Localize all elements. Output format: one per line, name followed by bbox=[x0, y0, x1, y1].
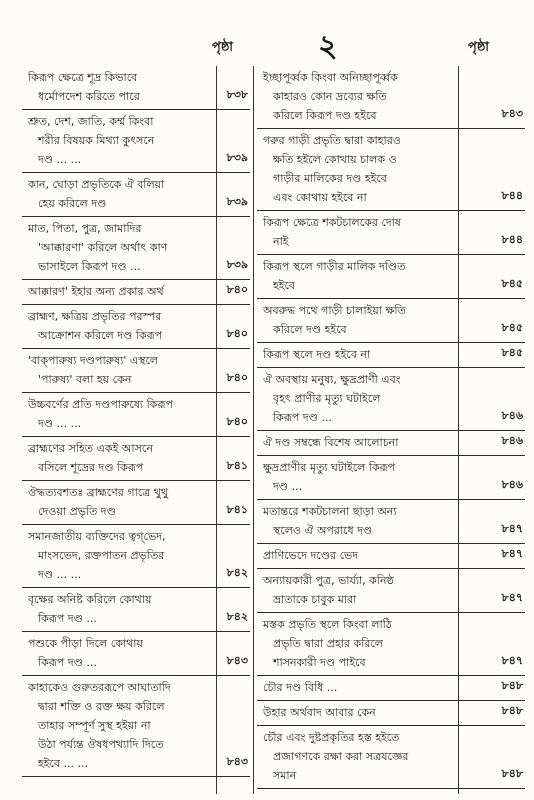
entry-page-number: ৮৪২ bbox=[226, 566, 248, 579]
entry-text-line: কিরূপ ক্ষেত্রে শূদ্র কিভাবে bbox=[28, 71, 138, 84]
entry-page-number: ৮৪৪ bbox=[501, 233, 523, 246]
entry-text-line: শ্রুত, দেশ, জাতি, কর্ম্ম কিংবা bbox=[28, 115, 154, 128]
index-entry bbox=[257, 129, 525, 211]
entry-page-number: ৮৪৩ bbox=[226, 654, 248, 667]
index-column-right bbox=[257, 66, 525, 789]
index-entry bbox=[22, 481, 250, 525]
entry-text-line: দণ্ড ... ... bbox=[38, 568, 82, 581]
index-entry bbox=[22, 110, 250, 173]
entry-page-number: ৮৪১ bbox=[226, 459, 248, 472]
index-entry bbox=[22, 305, 250, 349]
entry-text-line: বৃহৎ প্রাণীর মৃত্যু ঘটাইলে bbox=[273, 392, 381, 405]
entry-text-line: গাড়ীর মালিকের দণ্ড হইবে bbox=[273, 172, 387, 185]
entry-text-line: এবং কোথায় হইবে না bbox=[273, 191, 367, 204]
entry-text-line: কিরূপ স্থলে গাড়ীর মালিক দণ্ডিত bbox=[263, 260, 406, 273]
entry-text-line: নাই bbox=[273, 235, 289, 248]
entry-page-number: ৮৩৮ bbox=[226, 88, 248, 101]
index-entry bbox=[257, 343, 525, 368]
entry-text-line: ভাসাইলে কিরূপ দণ্ড ... bbox=[38, 260, 141, 273]
entry-text-line: 'আক্কারণা' করিলে অর্থাৎ কাণ bbox=[38, 241, 168, 254]
entry-text-line: কিরূপ দণ্ড ... bbox=[273, 411, 332, 424]
entry-text-line: ক্ষতি হইলে কোথায় চালক ও bbox=[273, 153, 397, 166]
entry-text-line: স্থলেও ঐ অপরাধে দণ্ড bbox=[273, 524, 373, 537]
entry-page-number: ৮৪৭ bbox=[501, 654, 523, 667]
entry-page-number: ৮৪৪ bbox=[501, 189, 523, 202]
entry-page-number: ৮৪৩ bbox=[226, 755, 248, 768]
entry-page-number: ৮৪৮ bbox=[501, 679, 523, 692]
entry-page-number: ৮৪০ bbox=[226, 283, 248, 296]
index-entry bbox=[257, 299, 525, 343]
index-entry bbox=[257, 66, 525, 129]
entry-text-line: ইচ্ছাপূর্ব্বক কিংবা অনিচ্ছাপূর্ব্বক bbox=[263, 71, 398, 84]
entry-text-line: সমানজাতীয় ব্যক্তিদের ত্বগ্‌ভেদ, bbox=[28, 530, 166, 543]
entry-page-number: ৮৪০ bbox=[226, 327, 248, 340]
entry-text-line: দেওয়া প্রভৃতি দণ্ড bbox=[38, 505, 116, 518]
index-entry bbox=[22, 280, 250, 305]
entry-text-line: ধর্মোপদেশ করিতে পারে bbox=[38, 90, 140, 103]
index-entry bbox=[22, 217, 250, 280]
entry-text-line: সমান bbox=[273, 769, 297, 782]
entry-page-number: ৮৩৯ bbox=[226, 151, 248, 164]
index-entry bbox=[257, 676, 525, 701]
entry-text-line: ব্রাহ্মণের সহিত একই আসনে bbox=[28, 442, 153, 455]
entry-page-number: ৮৪৭ bbox=[501, 547, 523, 560]
index-entry bbox=[257, 255, 525, 299]
index-entry bbox=[22, 676, 250, 777]
entry-text-line: মাংসভেদ, রক্তপাতন প্রভৃতির bbox=[38, 549, 165, 562]
entry-text-line: দণ্ড ... ... bbox=[38, 417, 82, 430]
entry-text-line: অন্যায়কারী পুত্র, ভার্য্যা, কনিষ্ঠ bbox=[263, 574, 394, 587]
index-entry bbox=[257, 726, 525, 789]
index-column-left bbox=[22, 66, 250, 777]
entry-page-number: ৮৪৭ bbox=[501, 591, 523, 604]
entry-text-line: আক্কারণ' ইহার অন্য প্রকার অর্থ bbox=[28, 285, 164, 298]
entry-text-line: শাসনকারী দণ্ড পাইবে bbox=[273, 656, 366, 669]
index-entry bbox=[22, 588, 250, 632]
entry-text-line: 'বাক্‌পারুষ্য দণ্ডপারুষ্য' এস্থলে bbox=[28, 354, 159, 367]
index-entry bbox=[257, 456, 525, 500]
index-entry bbox=[257, 500, 525, 544]
entry-text-line: প্রভৃতি দ্বারা প্রহার করিলে bbox=[273, 637, 384, 650]
entry-text-line: কিরূপ দণ্ড ... bbox=[38, 612, 97, 625]
entry-page-number: ৮৪৬ bbox=[501, 434, 523, 447]
index-entry bbox=[257, 701, 525, 726]
index-entry bbox=[22, 632, 250, 676]
entry-page-number: ৮৪৮ bbox=[501, 767, 523, 780]
entry-text-line: তাহার সম্পূর্ণ সুস্থ হইয়া না bbox=[38, 719, 151, 732]
entry-page-number: ৮৪২ bbox=[226, 610, 248, 623]
index-entry bbox=[257, 368, 525, 431]
entry-text-line: বৃক্ষের অনিষ্ট করিলে কোথায় bbox=[28, 593, 152, 606]
entry-text-line: করিলে কিরূপ দণ্ড হইবে bbox=[273, 109, 377, 122]
entry-text-line: হইবে ... ... bbox=[38, 757, 89, 770]
entry-page-number: ৮৪০ bbox=[226, 415, 248, 428]
entry-text-line: অবরুদ্ধ পথে গাড়ী চালাইয়া ক্ষতি bbox=[263, 304, 406, 317]
entry-text-line: করিলে দণ্ড হইবে bbox=[273, 323, 347, 336]
entry-page-number: ৮৪৫ bbox=[501, 277, 523, 290]
entry-page-number: ৮৩৯ bbox=[226, 258, 248, 271]
entry-text-line: চৌর দণ্ড বিধি ... bbox=[263, 681, 338, 694]
entry-text-line: উচ্চবর্ণের প্রতি দণ্ডপারুষ্যে কিরূপ bbox=[28, 398, 173, 411]
entry-text-line: কিরূপ দণ্ড ... bbox=[38, 656, 97, 669]
entry-text-line: প্রজাগণকে রক্ষা করা সত্রযজ্ঞের bbox=[273, 750, 409, 763]
entry-text-line: প্রাণিভেদে দণ্ডের ভেদ bbox=[263, 549, 359, 562]
entry-text-line: কিরূপ স্থলে দণ্ড হইবে না bbox=[263, 348, 371, 361]
entry-text-line: দণ্ড ... bbox=[273, 480, 303, 493]
index-entry bbox=[22, 437, 250, 481]
entry-text-line: ভ্রাতাকে চাবুক মারা bbox=[273, 593, 357, 606]
entry-text-line: আক্রোশন করিলে দণ্ড কিরূপ bbox=[38, 329, 163, 342]
column-divider bbox=[253, 66, 254, 794]
entry-text-line: উহার অর্থবাদ আবার কেন bbox=[263, 706, 376, 719]
page-column-header-right: পৃষ্ঠা bbox=[468, 40, 490, 55]
entry-text-line: ঐ অবস্থায় মনুষ্য, ক্ষুদ্রপ্রাণী এবং bbox=[263, 373, 401, 386]
entry-page-number: ৮৩৯ bbox=[226, 195, 248, 208]
entry-text-line: দণ্ড ... ... bbox=[38, 153, 82, 166]
entry-text-line: ব্রাহ্মণ, ক্ষত্রিয় প্রভৃতির পরস্পর bbox=[28, 310, 162, 323]
entry-text-line: ক্ষুদ্রপ্রাণীর মৃত্যু ঘটাইলে কিরূপ bbox=[263, 461, 396, 474]
entry-text-line: হেয় করিলে দণ্ড bbox=[38, 197, 107, 210]
index-entry bbox=[257, 211, 525, 255]
entry-text-line: কান, ঘোড়া প্রভৃতিকে ঐ বলিয়া bbox=[28, 178, 165, 191]
entry-text-line: শরীর বিষয়ক মিথ্যা কুৎসনে bbox=[38, 134, 155, 147]
entry-text-line: কিরূপ ক্ষেত্রে শকটচালকের দোষ bbox=[263, 216, 401, 229]
index-entry bbox=[22, 173, 250, 217]
entry-text-line: মতান্তরে শকটচালনা ছাড়া অন্য bbox=[263, 505, 397, 518]
index-entry bbox=[22, 349, 250, 393]
entry-text-line: পশুকে পীড়া দিলে কোথায় bbox=[28, 637, 143, 650]
index-entry bbox=[22, 525, 250, 588]
index-entry bbox=[257, 431, 525, 456]
entry-text-line: ঔদ্ধত্যবশতঃ ব্রাহ্মণের গাত্রে থুথু bbox=[28, 486, 169, 499]
entry-text-line: মাত, পিতা, পুত্র, জামাদির bbox=[28, 222, 142, 235]
entry-text-line: চৌর এবং দুষ্টপ্রকৃতির হস্ত হইতে bbox=[263, 731, 400, 744]
page-column-header-left: পৃষ্ঠা bbox=[212, 40, 234, 55]
entry-page-number: ৮৪৭ bbox=[501, 522, 523, 535]
entry-text-line: মস্তক প্রভৃতি স্থলে কিংবা লাঠি bbox=[263, 618, 392, 631]
entry-text-line: হইবে bbox=[273, 279, 296, 292]
index-entry bbox=[22, 66, 250, 110]
entry-text-line: কাহাকেও গুরুতররূপে আঘাতাদি bbox=[28, 681, 171, 694]
entry-text-line: উঠা পর্য্যন্ত ঔষধপথ্যাদি দিতে bbox=[38, 738, 164, 751]
index-entry bbox=[257, 544, 525, 569]
entry-page-number: ৮৪৬ bbox=[501, 478, 523, 491]
entry-page-number: ৮৪৫ bbox=[501, 346, 523, 359]
entry-text-line: 'পারুষ্য' বলা হয় কেন bbox=[38, 373, 132, 386]
entry-text-line: দ্বারা শক্তি ও রক্ত ক্ষয় করিলে bbox=[38, 700, 165, 713]
index-entry bbox=[257, 569, 525, 613]
entry-page-number: ৮৪৬ bbox=[501, 409, 523, 422]
page-number: ২ bbox=[318, 29, 338, 64]
entry-text-line: কাহারও কোন দ্রব্যের ক্ষতি bbox=[273, 90, 387, 103]
entry-text-line: গরুর গাড়ী প্রভৃতি দ্বারা কাহারও bbox=[263, 134, 401, 147]
entry-text-line: বসিলে শূদ্রের দণ্ড কিরূপ bbox=[38, 461, 144, 474]
entry-page-number: ৮৪৮ bbox=[501, 704, 523, 717]
index-entry bbox=[22, 393, 250, 437]
entry-page-number: ৮৪১ bbox=[226, 503, 248, 516]
entry-page-number: ৮৪৩ bbox=[501, 107, 523, 120]
index-entry bbox=[257, 613, 525, 676]
entry-text-line: ঐ দণ্ড সম্বন্ধে বিশেষ আলোচনা bbox=[263, 436, 399, 449]
entry-page-number: ৮৪০ bbox=[226, 371, 248, 384]
entry-page-number: ৮৪৫ bbox=[501, 321, 523, 334]
